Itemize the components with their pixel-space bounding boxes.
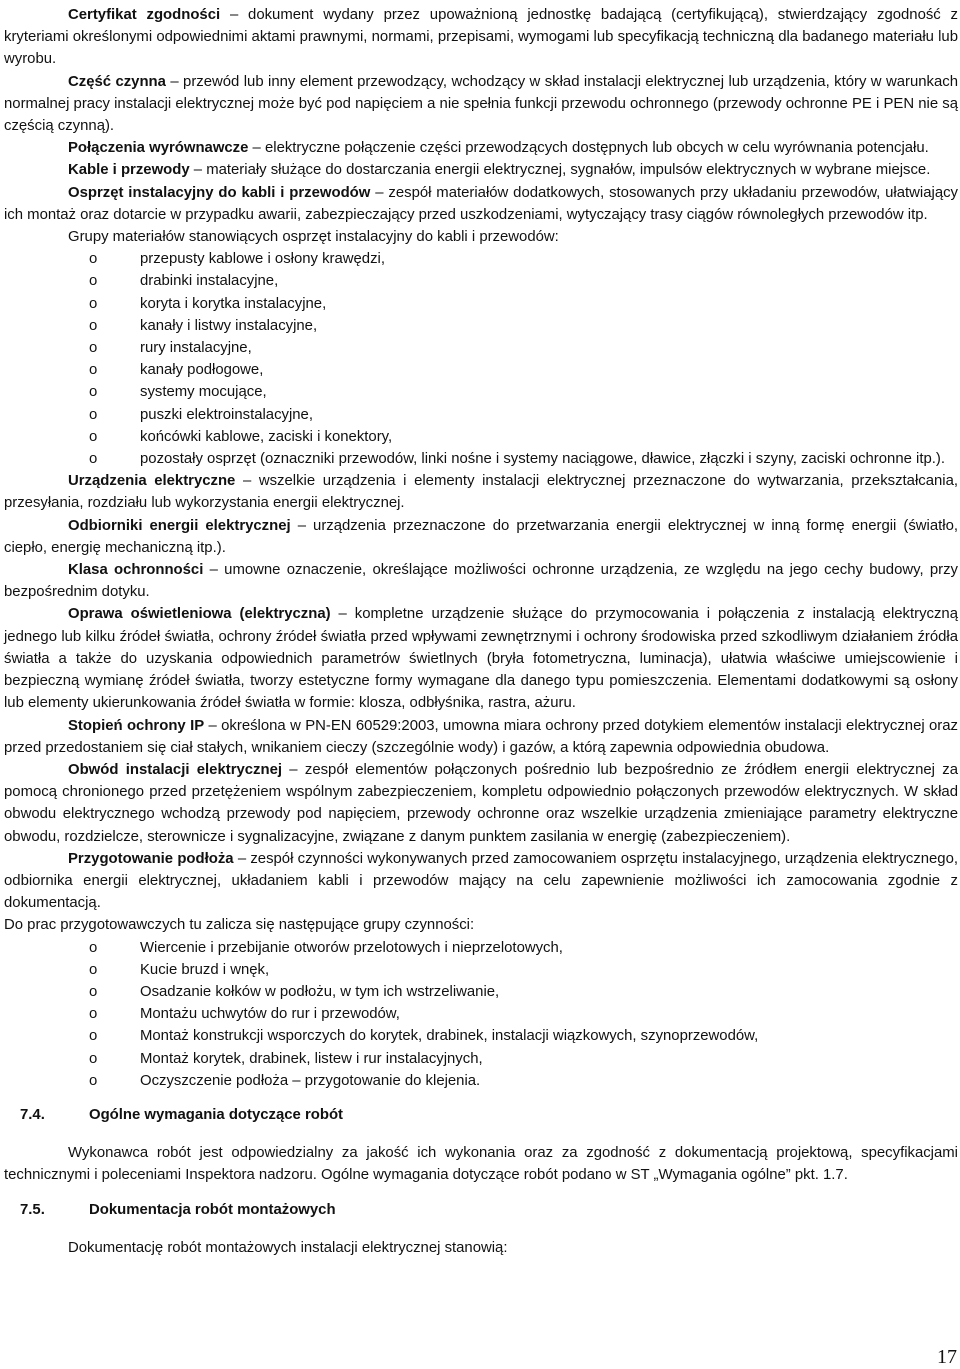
bullet-marker: o [89, 939, 98, 956]
bullet-marker: o [89, 1050, 98, 1067]
definition-paragraph [4, 159, 958, 181]
groups-list-item [4, 381, 958, 403]
section-7-4-heading [4, 1104, 958, 1126]
prep-list-item [4, 959, 958, 981]
list-item-text: Wiercenie i przebijanie otworów przelotowych i nieprzelotowych, [140, 939, 563, 956]
groups-intro: Grupy materiałów stanowiących osprzęt instalacyjny do kabli i przewodów: [68, 229, 559, 246]
definition-paragraph [4, 4, 958, 71]
groups-list-item [4, 448, 958, 470]
page-number: 17 [937, 1346, 957, 1368]
list-item-text: drabinki instalacyjne, [140, 273, 279, 290]
groups-list [4, 248, 958, 470]
definition-term: Odbiorniki energii elektrycznej [68, 517, 291, 534]
definition-text: – dokument wydany przez upoważnioną jednostkę badającą (certyfikującą), stwierdzający zgodność z kryteriami określonymi odpowiednimi aktami prawnymi, normami, przepisami, wymogami lub specyfikacją techniczną dla badanego materiału lub wyrobu. [4, 7, 959, 68]
groups-list-item [4, 359, 958, 381]
definition-text: – określona w PN-EN 60529:2003, umowna miara ochrony przed dotykiem elementów instalacji elektrycznej oraz przed przedostaniem się ciał stałych, wnikaniem cieczy (szczególnie wody) i gazów, a którą zapewnia odpowiednia obudowa. [4, 717, 958, 756]
list-item-text: rury instalacyjne, [140, 340, 252, 357]
definition-term: Certyfikat zgodności [68, 7, 221, 23]
bullet-marker: o [89, 1006, 98, 1023]
bullet-marker: o [89, 1072, 98, 1089]
definition-text: – materiały służące do dostarczania energii elektrycznej, sygnałów, impulsów elektrycznych w wybrane miejsce. [189, 162, 931, 179]
bullet-marker: o [89, 451, 98, 468]
list-item-text: koryta i korytka instalacyjne, [140, 295, 327, 312]
definition-paragraph [4, 848, 958, 915]
list-item-text: systemy mocujące, [140, 384, 267, 401]
bullet-marker: o [89, 251, 98, 268]
definition-paragraph [4, 759, 958, 848]
list-item-text: końcówki kablowe, zaciski i konektory, [140, 428, 393, 445]
definition-term: Stopień ochrony IP [68, 717, 205, 734]
prep-intro: Do prac przygotowawczych tu zalicza się następujące grupy czynności: [4, 917, 475, 934]
prep-list-item [4, 1070, 958, 1092]
definition-text: – elektryczne połączenie części przewodzących dostępnych lub obcych w celu wyrównania potencjału. [248, 140, 929, 157]
definitions-block-1 [4, 4, 958, 226]
definition-text: – zespół elementów połączonych pośrednio lub bezpośrednio ze źródłem energii elektrycznej za pomocą chronionego przed przetężeniem wspólnym zabezpieczeniem, kompletu odpowiednio połączonych przewodów elektrycznych. W skład obwodu elektrycznego wchodzą przewody pod napięciem, przewody ochronne oraz wszelkie urządzenia zmieniające parametry elektryczne obwodu, rozdzielcze, sterownicze i sygnalizacyjne, związane z danym punktem zasilania w energię (zabezpieczeniem). [4, 761, 958, 845]
groups-list-item [4, 270, 958, 292]
definition-text: – urządzenia przeznaczone do przetwarzania energii elektrycznej w inną formę energii (światło, ciepło, energię mechaniczną itp.). [4, 517, 959, 556]
definition-term: Klasa ochronności [68, 562, 204, 579]
bullet-marker: o [89, 295, 98, 312]
list-item-text: kanały i listwy instalacyjne, [140, 317, 318, 334]
definition-term: Urządzenia elektryczne [68, 473, 236, 490]
section-7-5-text: Dokumentację robót montażowych instalacji elektrycznej stanowią: [68, 1239, 508, 1256]
definition-text: – umowne oznaczenie, określające możliwości ochronne urządzenia, ze względu na jego cechy budowy, przy bezpośrednim dotyku. [4, 562, 958, 601]
definition-paragraph [4, 137, 958, 159]
bullet-marker: o [89, 362, 98, 379]
definition-paragraph [4, 71, 958, 138]
list-item-text: Montaż konstrukcji wsporczych do korytek, drabinek, instalacji wiązkowych, szynoprzewodów, [140, 1028, 759, 1045]
definition-paragraph [4, 182, 958, 226]
definition-term: Osprzęt instalacyjny do kabli i przewodów [68, 184, 371, 201]
groups-list-item [4, 404, 958, 426]
definition-paragraph [4, 470, 958, 514]
groups-list-item [4, 426, 958, 448]
prep-list-item [4, 1025, 958, 1047]
section-7-5-heading [4, 1199, 958, 1221]
prep-list-item [4, 1048, 958, 1070]
definition-term: Kable i przewody [68, 162, 190, 179]
bullet-marker: o [89, 340, 98, 357]
definition-term: Oprawa oświetleniowa (elektryczna) [68, 606, 331, 623]
list-item-text: puszki elektroinstalacyjne, [140, 406, 313, 423]
definition-term: Część czynna [68, 73, 166, 90]
bullet-marker: o [89, 317, 98, 334]
list-item-text: Kucie bruzd i wnęk, [140, 961, 270, 978]
definition-text: – przewód lub inny element przewodzący, wchodzący w skład instalacji elektrycznej lub urządzenia, który w warunkach normalnej pracy instalacji elektrycznej może być pod napięciem a nie spełnia funkcji przewodu ochronnego (przewody ochronne PE i PEN nie są częścią czynną). [4, 73, 958, 135]
bullet-marker: o [89, 428, 98, 445]
section-title: Dokumentacja robót montażowych [89, 1201, 336, 1218]
section-number: 7.5. [20, 1201, 45, 1218]
list-item-text: Montaż korytek, drabinek, listew i rur instalacyjnych, [140, 1050, 483, 1067]
bullet-marker: o [89, 961, 98, 978]
list-item-text: Osadzanie kołków w podłożu, w tym ich wstrzeliwanie, [140, 983, 500, 1000]
definitions-block-2 [4, 470, 958, 914]
definition-text: – zespół materiałów dodatkowych, stosowanych przy układaniu przewodów, ułatwiający ich montaż oraz dotarcie w przypadku awarii, zabezpieczający przed uszkodzeniami, wytyczający trasy ciągów równoległych przewodów itp. [4, 184, 958, 223]
prep-list-item [4, 1003, 958, 1025]
definition-paragraph [4, 559, 958, 603]
definition-text: – zespół czynności wykonywanych przed zamocowaniem osprzętu instalacyjnego, urządzenia elektrycznego, odbiornika energii elektrycznej, układaniem kabli i przewodów mający na celu zapewnienie możliwości ich zamocowania zgodnie z dokumentacją. [4, 850, 959, 912]
groups-list-item [4, 293, 958, 315]
list-item-text: przepusty kablowe i osłony krawędzi, [140, 251, 385, 268]
definition-text: – kompletne urządzenie służące do przymocowania i połączenia z instalacją elektryczną jednego lub kilku źródeł światła, ochrony źródeł światła przed wpływami zewnętrznymi i ochrony środowiska przed szkodliwym działaniem źródła światła a także do uzyskania odpowiednich parametrów świetlnych (bryła fotometryczna, luminacja), ułatwia właściwe umiejscowienie i bezpieczną wymianę źródeł światła, tworzy estetyczne formy wymagane dla danego typu pomieszczenia. Elementami dodatkowymi są osłony lub elementy ukierunkowania źródeł światła w formie: klosza, odbłyśnika, rastra, ażuru. [4, 606, 958, 712]
definition-paragraph [4, 515, 958, 559]
list-item-text: Montażu uchwytów do rur i przewodów, [140, 1006, 400, 1023]
definition-term: Połączenia wyrównawcze [68, 140, 249, 157]
bullet-marker: o [89, 273, 98, 290]
document-page [4, 4, 958, 1259]
list-item-text: pozostały osprzęt (oznaczniki przewodów, linki nośne i systemy naciągowe, dławice, złączki i szyny, zaciski ochronne itp.). [140, 451, 945, 468]
definition-paragraph [4, 603, 958, 714]
prep-list [4, 937, 958, 1092]
bullet-marker: o [89, 983, 98, 1000]
section-number: 7.4. [20, 1106, 45, 1123]
bullet-marker: o [89, 406, 98, 423]
definition-term: Przygotowanie podłoża [68, 850, 234, 867]
bullet-marker: o [89, 384, 98, 401]
list-item-text: kanały podłogowe, [140, 362, 264, 379]
list-item-text: Oczyszczenie podłoża – przygotowanie do klejenia. [140, 1072, 481, 1089]
section-title: Ogólne wymagania dotyczące robót [89, 1106, 344, 1123]
prep-list-item [4, 981, 958, 1003]
definition-paragraph [4, 715, 958, 759]
groups-list-item [4, 248, 958, 270]
groups-list-item [4, 337, 958, 359]
bullet-marker: o [89, 1028, 98, 1045]
prep-list-item [4, 937, 958, 959]
section-7-4-text: Wykonawca robót jest odpowiedzialny za jakość ich wykonania oraz za zgodność z dokumentacją projektową, specyfikacjami technicznymi i poleceniami Inspektora nadzoru. Ogólne wymagania dotyczące robót podano w ST „Wymagania ogólne” pkt. 1.7. [4, 1145, 958, 1184]
definition-term: Obwód instalacji elektrycznej [68, 761, 283, 778]
definition-text: – wszelkie urządzenia i elementy instalacji elektrycznej przeznaczone do wytwarzania, przekształcania, przesyłania, rozdziału lub wykorzystania energii elektrycznej. [4, 473, 958, 512]
groups-list-item [4, 315, 958, 337]
